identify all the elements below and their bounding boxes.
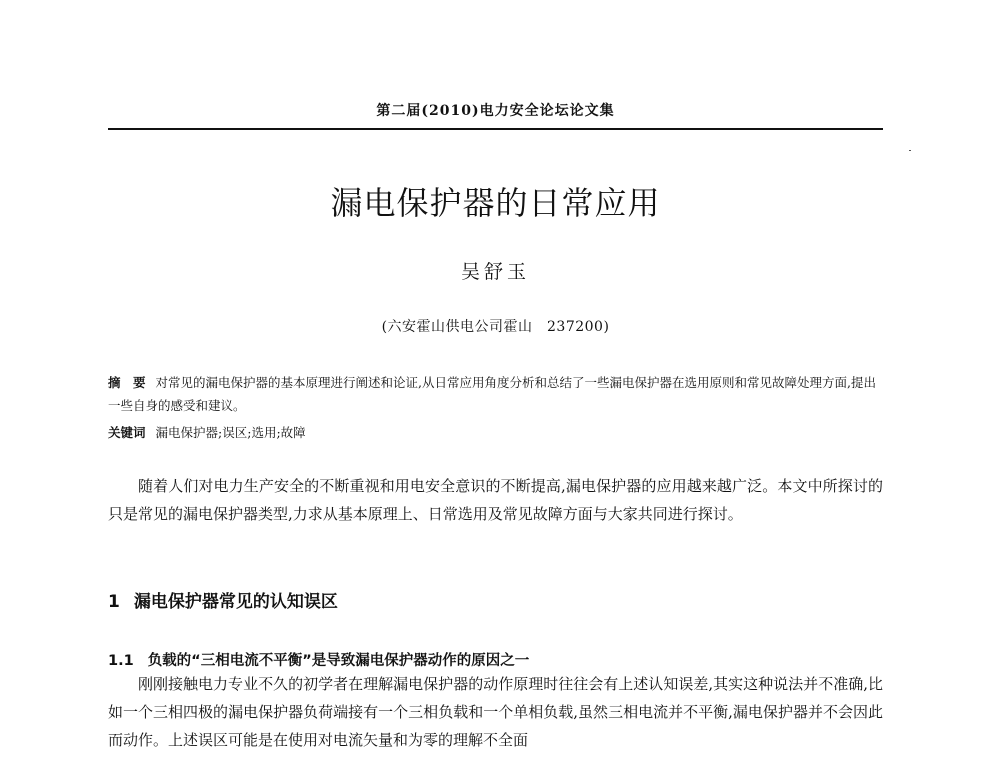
section-number: 1: [108, 592, 120, 612]
body-paragraph: 刚刚接触电力专业不久的初学者在理解漏电保护器的动作原理时往往会有上述认知误差,其实这种说法并不准确,比如一个三相四极的漏电保护器负荷端接有一个三相负载和一个单相负载,虽然三相电流并不平衡,漏电保护器并不会因此而动作。上述误区可能是在使用对电流矢量和为零的理解不全面: [108, 675, 883, 749]
section-title: 漏电保护器常见的认知误区: [133, 592, 338, 612]
abstract-text: 对常见的漏电保护器的基本原理进行阐述和论证,从日常应用角度分析和总结了一些漏电保护器在选用原则和常见故障处理方面,提出一些自身的感受和建议。: [108, 375, 876, 413]
abstract-label: 摘 要: [108, 375, 146, 390]
abstract: [108, 371, 883, 417]
subsection-number: 1.1: [108, 653, 134, 669]
author-name: 吴舒玉: [460, 261, 530, 283]
section-heading: [108, 587, 883, 612]
keywords-text: 漏电保护器;误区;选用;故障: [155, 425, 306, 440]
paper-title: 漏电保护器的日常应用: [330, 184, 661, 222]
keywords-label: 关键词: [108, 425, 146, 440]
subsection-title: 负载的“三相电流不平衡”是导致漏电保护器动作的原因之一: [147, 653, 530, 669]
running-header: 第二届(2010)电力安全论坛论文集: [376, 103, 615, 119]
author-affiliation: (六安霍山供电公司霍山 237200): [381, 319, 610, 335]
intro-paragraph: 随着人们对电力生产安全的不断重视和用电安全意识的不断提高,漏电保护器的应用越来越广泛。本文中所探讨的只是常见的漏电保护器类型,力求从基本原理上、日常选用及常见故障方面与大家共同进行探讨。: [108, 477, 883, 523]
header-rule: [108, 128, 883, 130]
subsection-heading: [108, 649, 883, 670]
scan-speck: [909, 150, 911, 151]
keywords: [108, 423, 883, 443]
